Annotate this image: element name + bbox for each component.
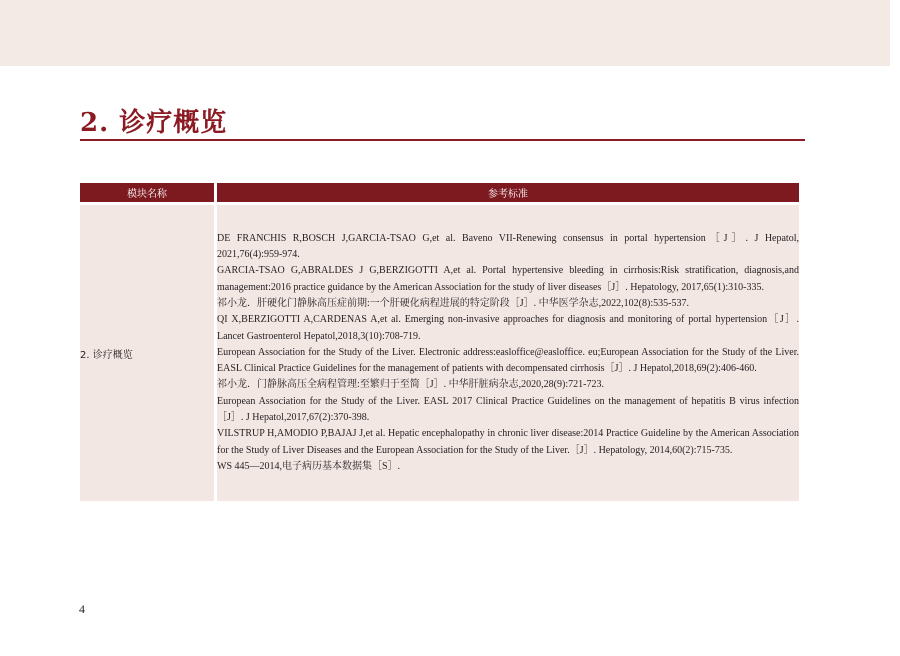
reference-item: DE FRANCHIS R,BOSCH J,GARCIA-TSAO G,et al. Baveno VII-Renewing consensus in portal hypertension［J］. J Hepatol, 2021,76(4):959-974.: [217, 232, 799, 261]
top-decorative-band: [0, 0, 890, 66]
reference-item: European Association for the Study of the Liver. Electronic address:easloffice@easloffice. eu;European Association for the Study of the Liver. EASL Clinical Practice Guidelines for the management of patients with decompensated cirrhosis［J］. J Hepatol,2018,69(2):406-460.: [217, 346, 799, 375]
title-divider: [80, 139, 805, 141]
section-title: 2. 诊疗概览: [80, 108, 228, 138]
page-edge: [890, 0, 900, 656]
reference-item: VILSTRUP H,AMODIO P,BAJAJ J,et al. Hepatic encephalopathy in chronic liver disease:2014 Practice Guideline by the American Association for the Study of Liver Diseases and the European Association for the Study of the Liver.［J］. Hepatology, 2014,60(2):715-735.: [217, 428, 799, 456]
module-name-cell: 2. 诊疗概览: [80, 205, 214, 501]
header-reference-standard: 参考标准: [217, 183, 799, 202]
table-header-row: [80, 183, 799, 202]
page-number: 4: [79, 602, 85, 616]
reference-table: [77, 183, 802, 501]
table-row: [80, 205, 799, 501]
reference-item: European Association for the Study of the Liver. EASL 2017 Clinical Practice Guidelines on the management of hepatitis B virus infection［J］. J Hepatol,2017,67(2):370-398.: [217, 395, 799, 424]
reference-item: QI X,BERZIGOTTI A,CARDENAS A,et al. Emerging non-invasive approaches for diagnosis and monitoring of portal hypertension［J］. Lancet Gastroenterol Hepatol,2018,3(10):708-719.: [217, 314, 799, 342]
reference-item: GARCIA-TSAO G,ABRALDES J G,BERZIGOTTI A,et al. Portal hypertensive bleeding in cirrhosis:Risk stratification, diagnosis,and management:2016 practice guidance by the American Association for the study of liver diseases［J］. Hepatology, 2017,65(1):310-335.: [217, 265, 799, 293]
references-cell: [217, 205, 799, 501]
reference-item: WS 445—2014,电子病历基本数据集［S］.: [217, 460, 401, 472]
reference-item: 祁小龙．门静脉高压全病程管理:至繁归于至简［J］. 中华肝脏病杂志,2020,28(9):721-723.: [217, 379, 604, 391]
reference-item: 祁小龙．肝硬化门静脉高压症前期:一个肝硬化病程进展的特定阶段［J］. 中华医学杂志,2022,102(8):535-537.: [217, 297, 689, 309]
header-module-name: 模块名称: [80, 183, 214, 202]
